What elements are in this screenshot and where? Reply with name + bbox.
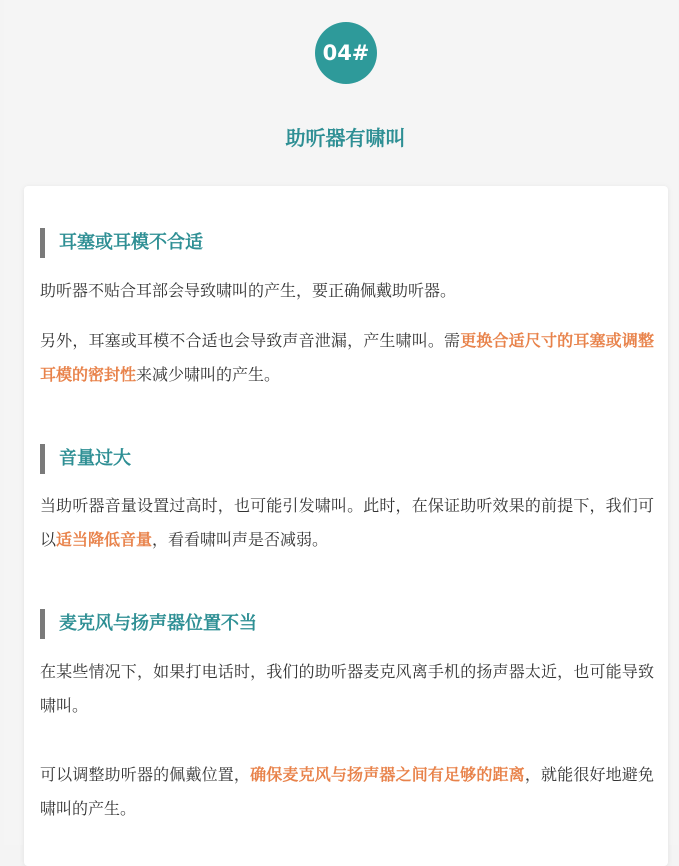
paragraph-text: 当助听器音量设置过高时，也可能引发啸叫。此时，在保证助听效果的前提下，我们可以 — [40, 496, 654, 549]
highlight-text: 适当降低音量 — [56, 530, 153, 549]
article-page — [4, 0, 678, 845]
paragraph-text: ，看看啸叫声是否减弱。 — [152, 530, 329, 549]
paragraph-mic-2 — [40, 758, 654, 826]
paragraph-volume-1 — [40, 489, 654, 557]
paragraph-text: 另外，耳塞或耳模不合适也会导致声音泄漏，产生啸叫。需 — [40, 331, 461, 350]
heading-mic-speaker: 麦克风与扬声器位置不当 — [40, 609, 257, 639]
heading-earplug-fit: 耳塞或耳模不合适 — [40, 228, 203, 258]
paragraph-text: 可以调整助听器的佩戴位置， — [40, 765, 251, 784]
paragraph-earplug-2 — [40, 324, 654, 392]
content-card — [24, 186, 668, 866]
heading-volume: 音量过大 — [40, 444, 131, 474]
section-title: 助听器有啸叫 — [285, 126, 406, 150]
highlight-text: 确保麦克风与扬声器之间有足够的距离 — [250, 765, 525, 784]
highlight-text: 更换合适尺寸的耳塞或调整耳模的密封性 — [40, 331, 654, 384]
paragraph-mic-1: 在某些情况下，如果打电话时，我们的助听器麦克风离手机的扬声器太近，也可能导致啸叫。 — [40, 662, 654, 715]
section-number-badge: 04# — [315, 22, 377, 84]
paragraph-text: ，就能很好地避免啸叫的产生。 — [40, 765, 654, 818]
paragraph-text: 来减少啸叫的产生。 — [136, 365, 281, 384]
paragraph-earplug-1: 助听器不贴合耳部会导致啸叫的产生，要正确佩戴助听器。 — [40, 281, 457, 300]
